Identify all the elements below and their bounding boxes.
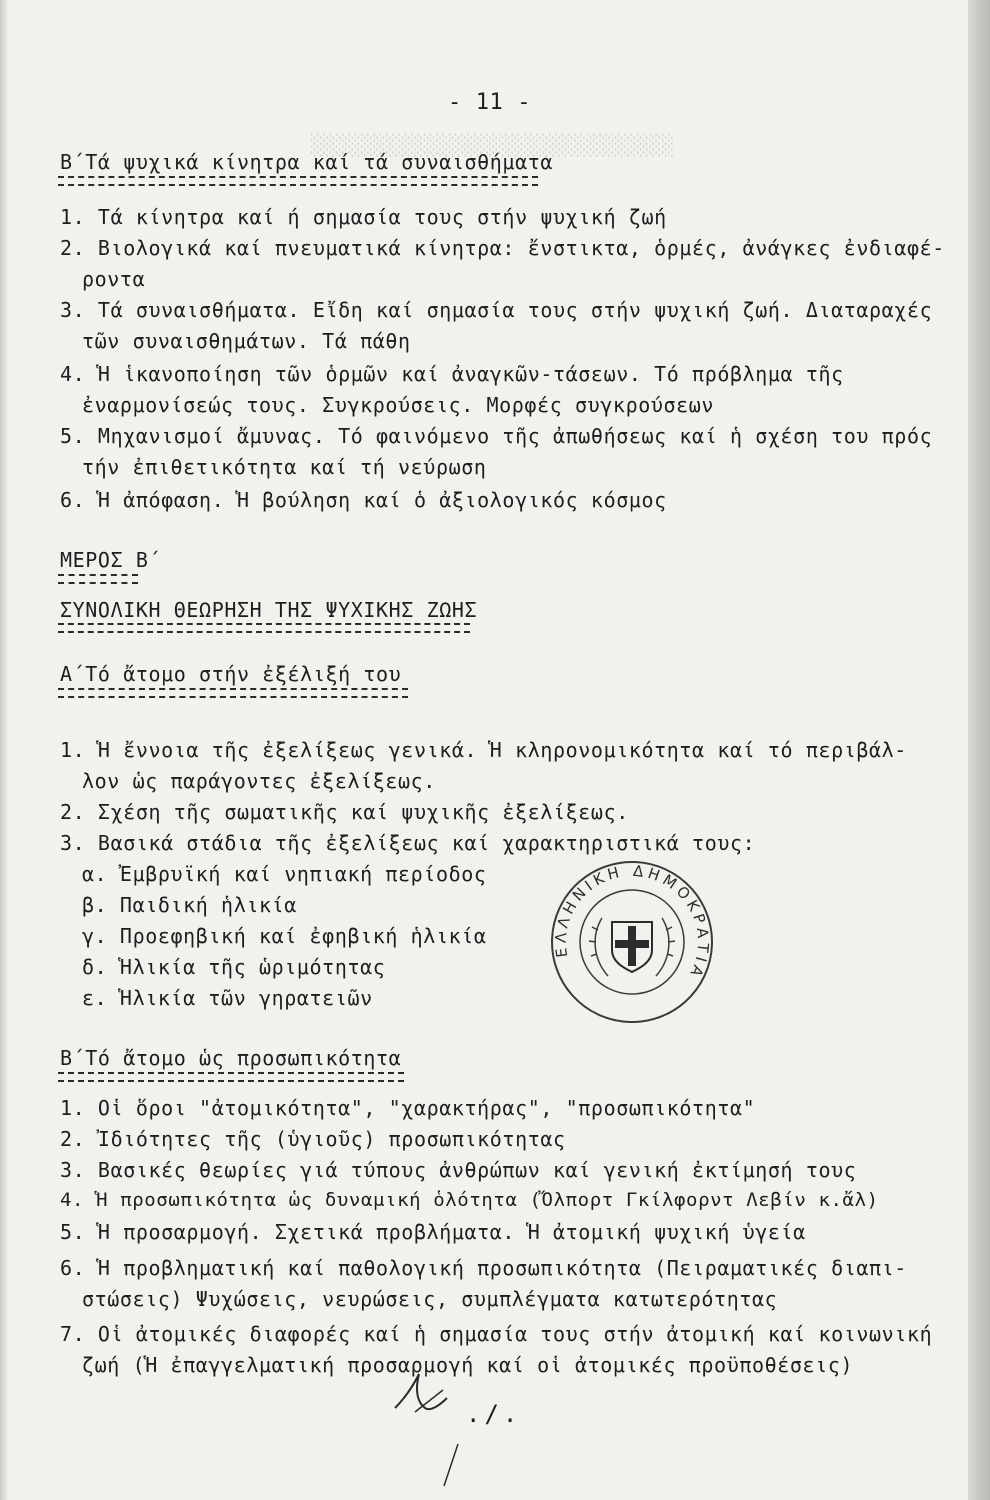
page-number: - 11 - bbox=[448, 90, 532, 115]
section-a2-underline bbox=[58, 688, 408, 698]
list-item-continuation: στώσεις) Ψυχώσεις, νευρώσεις, συμπλέγματα κατωτερότητας bbox=[82, 1287, 778, 1311]
list-item-continuation: ροντα bbox=[82, 267, 146, 291]
list-item: 3. Τά συναισθήματα. Εἴδη καί σημασία τους στήν ψυχική ζωή. Διαταραχές bbox=[60, 298, 933, 322]
list-item: 6. Ἡ προβληματική καί παθολογική προσωπικότητα (Πειραματικές διαπι- bbox=[60, 1256, 907, 1280]
handwritten-initial-mark bbox=[385, 1368, 455, 1424]
svg-text:ΕΛΛΗΝΙΚΗ ΔΗΜΟΚΡΑΤΙΑ: ΕΛΛΗΝΙΚΗ ΔΗΜΟΚΡΑΤΙΑ bbox=[551, 861, 713, 983]
handwritten-stroke-mark bbox=[436, 1440, 466, 1490]
list-item: 7. Οἱ ἀτομικές διαφορές καί ἡ σημασία τους στήν ἀτομική καί κοινωνική bbox=[60, 1322, 933, 1346]
part-title: ΜΕΡΟΣ Β΄ bbox=[60, 548, 162, 572]
sub-list-item: α. Ἐμβρυϊκή καί νηπιακή περίοδος bbox=[82, 862, 487, 886]
overview-title-underline bbox=[58, 623, 470, 633]
list-item: 2. Βιολογικά καί πνευματικά κίνητρα: ἔνστικτα, ὁρμές, ἀνάγκες ἐνδιαφέ- bbox=[60, 236, 945, 260]
section-b-underline bbox=[58, 176, 538, 186]
part-title-underline bbox=[58, 574, 138, 584]
list-item: 1. Ἡ ἔννοια τῆς ἐξελίξεως γενικά. Ἡ κληρονομικότητα καί τό περιβάλ- bbox=[60, 738, 907, 762]
list-item: 1. Οἱ ὅροι "ἀτομικότητα", "χαρακτήρας", "προσωπικότητα" bbox=[60, 1096, 756, 1120]
list-item: 4. Ἡ προσωπικότητα ὡς δυναμική ὁλότητα (Ὄλπορτ Γκίλφορντ Λεβίν κ.ἄλ) bbox=[60, 1189, 879, 1211]
section-b-title: Β΄Τά ψυχικά κίνητρα καί τά συναισθήματα bbox=[60, 150, 553, 174]
overview-title: ΣΥΝΟΛΙΚΗ ΘΕΩΡΗΣΗ ΤΗΣ ΨΥΧΙΚΗΣ ΖΩΗΣ bbox=[60, 598, 478, 622]
list-item: 2. Ἰδιότητες τῆς (ὑγιοῦς) προσωπικότητας bbox=[60, 1127, 566, 1151]
list-item: 2. Σχέση τῆς σωματικῆς καί ψυχικῆς ἐξελίξεως. bbox=[60, 800, 629, 824]
sub-list-item: ε. Ἡλικία τῶν γηρατειῶν bbox=[82, 986, 373, 1010]
list-item: 1. Τά κίνητρα καί ή σημασία τους στήν ψυχική ζωή bbox=[60, 205, 667, 229]
list-item: 5. Ἡ προσαρμογή. Σχετικά προβλήματα. Ἡ ἀτομική ψυχική ὑγεία bbox=[60, 1220, 806, 1244]
list-item-continuation: τήν ἐπιθετικότητα καί τή νεύρωση bbox=[82, 455, 487, 479]
page-shadow bbox=[968, 0, 990, 1500]
continuation-mark: ./. bbox=[466, 1400, 522, 1428]
list-item-continuation: ἐναρμονίσεώς τους. Συγκρούσεις. Μορφές συγκρούσεων bbox=[82, 393, 715, 417]
list-item: 3. Βασικές θεωρίες γιά τύπους ἀνθρώπων καί γενική ἐκτίμησή τους bbox=[60, 1158, 857, 1182]
section-a2-title: Α΄Τό ἄτομο στήν ἐξέλιξή του bbox=[60, 662, 402, 686]
list-item: 4. Ἡ ἱκανοποίηση τῶν ὁρμῶν καί ἀναγκῶν-τάσεων. Τό πρόβλημα τῆς bbox=[60, 362, 844, 386]
section-b2-title: Β΄Τό ἄτομο ὡς προσωπικότητα bbox=[60, 1046, 402, 1070]
list-item: 5. Μηχανισμοί ἄμυνας. Τό φαινόμενο τῆς ἀπωθήσεως καί ἡ σχέση του πρός bbox=[60, 424, 933, 448]
list-item-continuation: ζωή (Ἡ ἐπαγγελματική προσαρμογή καί οἱ ἀτομικές προϋποθέσεις) bbox=[82, 1353, 854, 1377]
list-item-continuation: τῶν συναισθημάτων. Τά πάθη bbox=[82, 329, 411, 353]
bleed-through-texture: ░░░░░░░░░░░░░░░░░░░░░░░░░░░░░ bbox=[60, 133, 675, 157]
sub-list-item: γ. Προεφηβική καί ἐφηβική ἡλικία bbox=[82, 924, 487, 948]
sub-list-item: δ. Ἡλικία τῆς ὡριμότητας bbox=[82, 955, 386, 979]
list-item: 6. Ἡ ἀπόφαση. Ἡ βούληση καί ὁ ἀξιολογικός κόσμος bbox=[60, 488, 667, 512]
section-b2-underline bbox=[58, 1072, 404, 1082]
sub-list-item: β. Παιδική ἡλικία bbox=[82, 893, 297, 917]
list-item: 3. Βασικά στάδια τῆς ἐξελίξεως καί χαρακτηριστικά τους: bbox=[60, 831, 756, 855]
official-seal-stamp bbox=[548, 858, 716, 1026]
list-item-continuation: λον ὡς παράγοντες ἐξελίξεως. bbox=[82, 769, 436, 793]
